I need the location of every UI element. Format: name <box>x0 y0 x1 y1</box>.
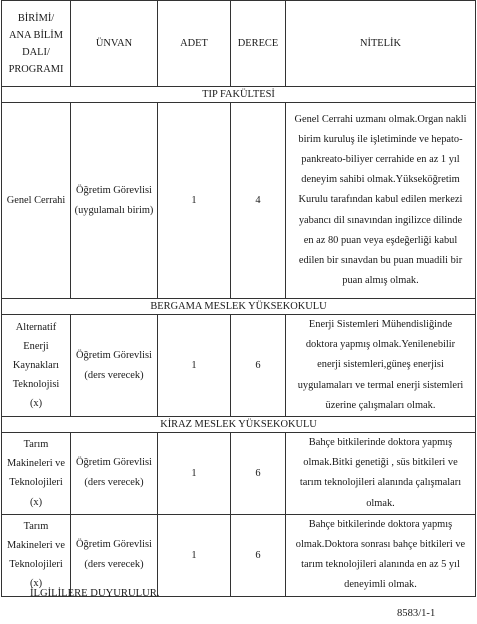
position-line: (ders verecek) <box>84 369 144 381</box>
section-title: KİRAZ MESLEK YÜKSEKOKULU <box>2 417 476 433</box>
qualification-cell <box>286 514 476 596</box>
header-degree: DERECE <box>231 1 286 87</box>
position-line: Öğretim Görevlisi <box>76 539 152 551</box>
qualification-cell <box>286 315 476 417</box>
section-row <box>2 417 476 433</box>
position-cell <box>71 433 158 515</box>
qualification-line: pankreato-biliyer cerrahide en az 1 yıl <box>301 153 460 165</box>
qualification-line: tarım teknolojileri alanında en az 5 yıl <box>301 559 460 571</box>
position-cell <box>71 315 158 417</box>
position-cell <box>71 103 158 299</box>
qualification-line: yabancı dil sınavından ingilizce dilinde <box>298 214 463 226</box>
qualification-line: Genel Cerrahi uzmanı olmak.Organ nakli <box>294 113 467 125</box>
unit-cell <box>2 514 71 596</box>
header-row <box>2 1 476 87</box>
table-row <box>2 514 476 596</box>
qualification-line: olmak.Bitki genetiği , süs bitkileri ve <box>303 457 458 469</box>
qualification-line: puan almış olmak. <box>342 275 419 287</box>
count-cell: 1 <box>158 433 231 515</box>
section-row <box>2 299 476 315</box>
table-row <box>2 103 476 299</box>
unit-line: Makineleri ve <box>7 540 65 552</box>
qualification-line: en az 80 puan veya eşdeğerliği kabul <box>303 234 458 246</box>
qualification-line: üzerine çalışmaları olmak. <box>325 399 436 411</box>
qualification-line: Enerji Sistemleri Mühendisliğinde <box>308 319 453 330</box>
unit-line: Makineleri ve <box>7 458 65 470</box>
header-unit-line: BİRİMİ/ <box>17 12 55 24</box>
position-cell <box>71 514 158 596</box>
unit-cell <box>2 103 71 299</box>
header-unit-line: DALI/ <box>22 46 50 58</box>
qualification-line: doktora yapmış olmak.Yenilenebilir <box>305 339 456 351</box>
position-line: (ders verecek) <box>84 477 144 489</box>
count-cell: 1 <box>158 514 231 596</box>
count-cell: 1 <box>158 315 231 417</box>
qualification-line: tarım teknolojileri alanında çalışmaları <box>299 477 462 489</box>
position-line: Öğretim Görevlisi <box>76 349 152 361</box>
qualification-cell <box>286 103 476 299</box>
header-unit-line: PROGRAMI <box>8 63 64 75</box>
reference-number: 8583/1-1 <box>397 608 436 619</box>
position-line: (uygulamalı birim) <box>74 204 154 216</box>
header-qualification: NİTELİK <box>286 1 476 87</box>
unit-line: Kaynakları <box>12 359 60 371</box>
qualification-line: olmak.Doktora sonrası bahçe bitkileri ve <box>295 539 466 551</box>
unit-line: Tarım <box>23 520 49 532</box>
qualification-line: birim kuruluş ile işletiminde ve hepato- <box>298 133 463 145</box>
unit-cell <box>2 315 71 417</box>
announcement-table <box>1 0 476 597</box>
table-row <box>2 433 476 515</box>
qualification-line: deneyimli olmak. <box>344 579 417 591</box>
unit-line: Genel Cerrahi <box>6 194 66 206</box>
unit-cell <box>2 433 71 515</box>
unit-line: Teknolojileri <box>9 477 63 489</box>
section-title: BERGAMA MESLEK YÜKSEKOKULU <box>2 299 476 315</box>
announcement-footer: İLGİLİLERE DUYURULUR. <box>30 588 160 599</box>
qualification-line: edilen bir sınavdan bu puan muadili bir <box>298 255 463 266</box>
unit-line: (x) <box>29 398 43 410</box>
header-title: ÜNVAN <box>71 1 158 87</box>
unit-line: Teknolojisi <box>12 379 60 391</box>
unit-line: Enerji <box>23 340 49 352</box>
unit-line: Alternatif <box>15 321 57 333</box>
unit-line: Tarım <box>23 439 49 451</box>
qualification-line: uygulamaları ve termal enerji sistemleri <box>297 379 464 391</box>
degree-cell: 6 <box>231 514 286 596</box>
qualification-line: Kurulu tarafından kabul edilen merkezi <box>298 194 463 206</box>
qualification-line: Bahçe bitkilerinde doktora yapmış <box>308 518 453 530</box>
header-count: ADET <box>158 1 231 87</box>
unit-line: Teknolojileri <box>9 559 63 571</box>
table-row <box>2 315 476 417</box>
qualification-line: olmak. <box>366 497 395 509</box>
qualification-cell <box>286 433 476 515</box>
count-cell: 1 <box>158 103 231 299</box>
degree-cell: 4 <box>231 103 286 299</box>
header-unit-line: ANA BİLİM <box>9 29 63 41</box>
unit-line: (x) <box>29 496 43 508</box>
position-line: (ders verecek) <box>84 559 144 571</box>
qualification-line: Bahçe bitkilerinde doktora yapmış <box>308 437 453 449</box>
qualification-line: deneyim sahibi olmak.Yükseköğretim <box>301 174 460 186</box>
degree-cell: 6 <box>231 433 286 515</box>
position-line: Öğretim Görevlisi <box>76 184 152 196</box>
qualification-line: enerji sistemleri,güneş enerjisi <box>317 359 444 371</box>
position-line: Öğretim Görevlisi <box>76 457 152 469</box>
unit-line: (x) <box>29 578 43 590</box>
section-row <box>2 87 476 103</box>
header-unit <box>2 1 71 87</box>
section-title: TIP FAKÜLTESİ <box>2 87 476 103</box>
degree-cell: 6 <box>231 315 286 417</box>
